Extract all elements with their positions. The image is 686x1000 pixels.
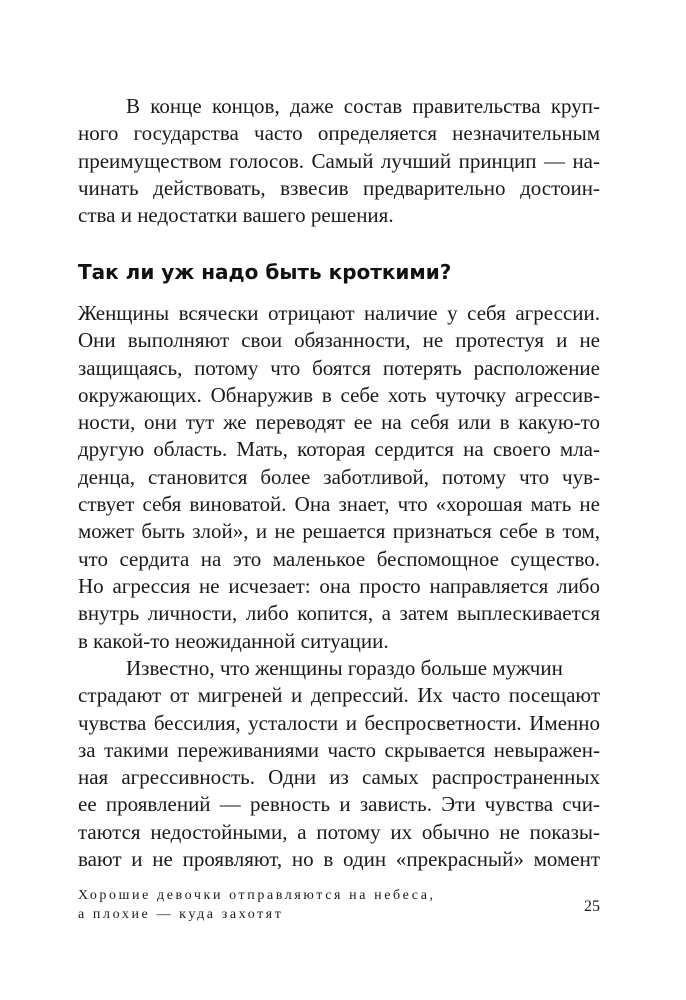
text-line: страдают от мигреней и депрессий. Их часто посещают [78,683,600,708]
text-line: ности, они тут же переводят ее на себя или в какую-то [78,410,600,435]
text-line: может быть злой», и не решается признаться себе в том, [78,519,600,544]
text-line: ная агрессивность. Одни из самых распространенных [78,765,600,790]
text-line: другую область. Мать, которая сердится на своего мла- [78,437,600,462]
running-footer-book-title [78,886,436,924]
text-line: чувства бессилия, усталости и беспросветности. Именно [78,710,600,735]
text-line: ствует себя виноватой. Она знает, что «хорошая мать не [78,492,600,517]
text-line: защищаясь, потому что боятся потерять расположение [78,355,600,380]
text-line: Они выполняют свои обязанности, не протестуя и не [78,328,600,353]
text-line: таются недостойными, а потому их обычно не показы- [78,819,600,844]
text-line: Но агрессия не исчезает: она просто направляется либо [78,573,600,598]
text-line: внутрь личности, либо копится, а затем выплескивается [78,601,600,626]
text-line: преимуществом голосов. Самый лучший принцип — на- [78,148,600,173]
text-line: что сердита на это маленькое беспомощное существо. [78,546,600,571]
page-number: 25 [584,898,600,915]
section-heading: Так ли уж надо быть кроткими? [78,260,452,284]
book-title-line-2: а плохие — куда захотят [78,907,284,922]
text-line: В конце концов, даже состав правительства круп- [126,94,600,118]
text-line: вают и не проявляют, но в один «прекрасный» момент [78,847,600,872]
paragraph-2 [78,300,600,655]
text-line: ного государства часто определяется незначительным [78,121,600,146]
paragraph-1 [78,93,600,229]
text-line: в какой-то неожиданной ситуации. [78,628,389,653]
text-line: окружающих. Обнаружив в себе хоть чуточку агрессив- [78,382,600,407]
paragraph-3 [78,655,600,873]
text-line: ее проявлений — ревность и зависть. Эти чувства счи- [78,792,600,817]
text-line: денца, становится более заботливой, потому что чув- [78,464,600,489]
text-line: Женщины всячески отрицают наличие у себя агрессии. [78,301,600,325]
text-line: за такими переживаниями часто скрывается невыражен- [78,737,600,762]
text-line: чинать действовать, взвесив предварительно достоин- [78,175,600,200]
text-line: Известно, что женщины гораздо больше мужчин [126,656,563,680]
book-title-line-1: Хорошие девочки отправляются на небеса, [78,888,436,903]
text-line: ства и недостатки вашего решения. [78,203,394,228]
